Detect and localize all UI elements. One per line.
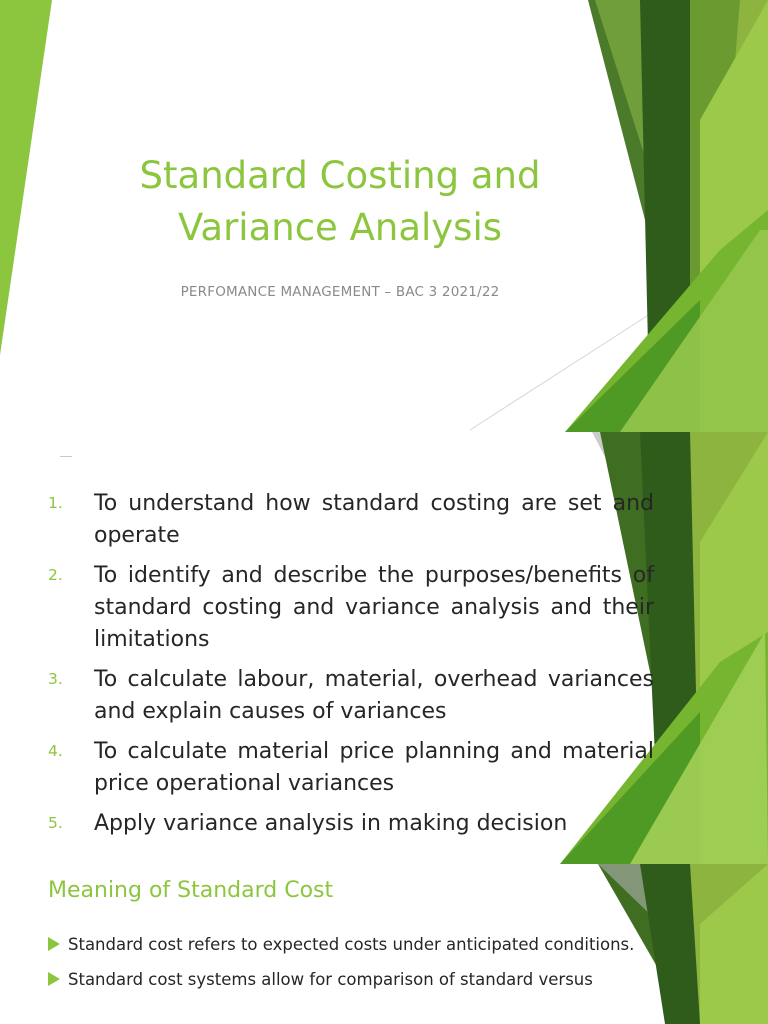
title-line-2: Variance Analysis bbox=[177, 206, 503, 249]
title-line-1: Standard Costing and bbox=[139, 154, 541, 197]
slide-subtitle: PERFOMANCE MANAGEMENT – BAC 3 2021/22 bbox=[180, 284, 500, 300]
slide-title bbox=[60, 150, 620, 254]
list-number: 4. bbox=[48, 742, 63, 760]
bullet-list bbox=[48, 932, 684, 1002]
list-item-text: To calculate labour, material, overhead variances and explain causes of variances bbox=[94, 667, 654, 724]
list-item bbox=[48, 967, 684, 992]
list-item bbox=[48, 932, 684, 957]
divider-dash bbox=[60, 456, 72, 457]
list-item bbox=[48, 560, 654, 656]
list-item-text: To understand how standard costing are set and operate bbox=[94, 491, 654, 548]
list-number: 1. bbox=[48, 494, 63, 512]
triangle-arrow-icon bbox=[48, 932, 68, 957]
list-item-text: Standard cost systems allow for comparison of standard versus bbox=[68, 970, 593, 989]
list-item bbox=[48, 736, 654, 800]
list-number: 5. bbox=[48, 814, 63, 832]
list-item-text: Apply variance analysis in making decision bbox=[94, 811, 568, 836]
slide-heading: Meaning of Standard Cost bbox=[48, 878, 334, 903]
list-item-text: Standard cost refers to expected costs under anticipated conditions. bbox=[68, 935, 635, 954]
list-item bbox=[48, 808, 654, 840]
list-item-text: To calculate material price planning and material price operational variances bbox=[94, 739, 654, 796]
list-item bbox=[48, 664, 654, 728]
objectives-list bbox=[48, 488, 654, 848]
list-number: 3. bbox=[48, 670, 63, 688]
list-item bbox=[48, 488, 654, 552]
list-item-text: To identify and describe the purposes/benefits of standard costing and variance analysis and their limitations bbox=[94, 563, 654, 652]
triangle-arrow-icon bbox=[48, 967, 68, 992]
list-number: 2. bbox=[48, 566, 63, 584]
title-slide bbox=[0, 0, 768, 432]
